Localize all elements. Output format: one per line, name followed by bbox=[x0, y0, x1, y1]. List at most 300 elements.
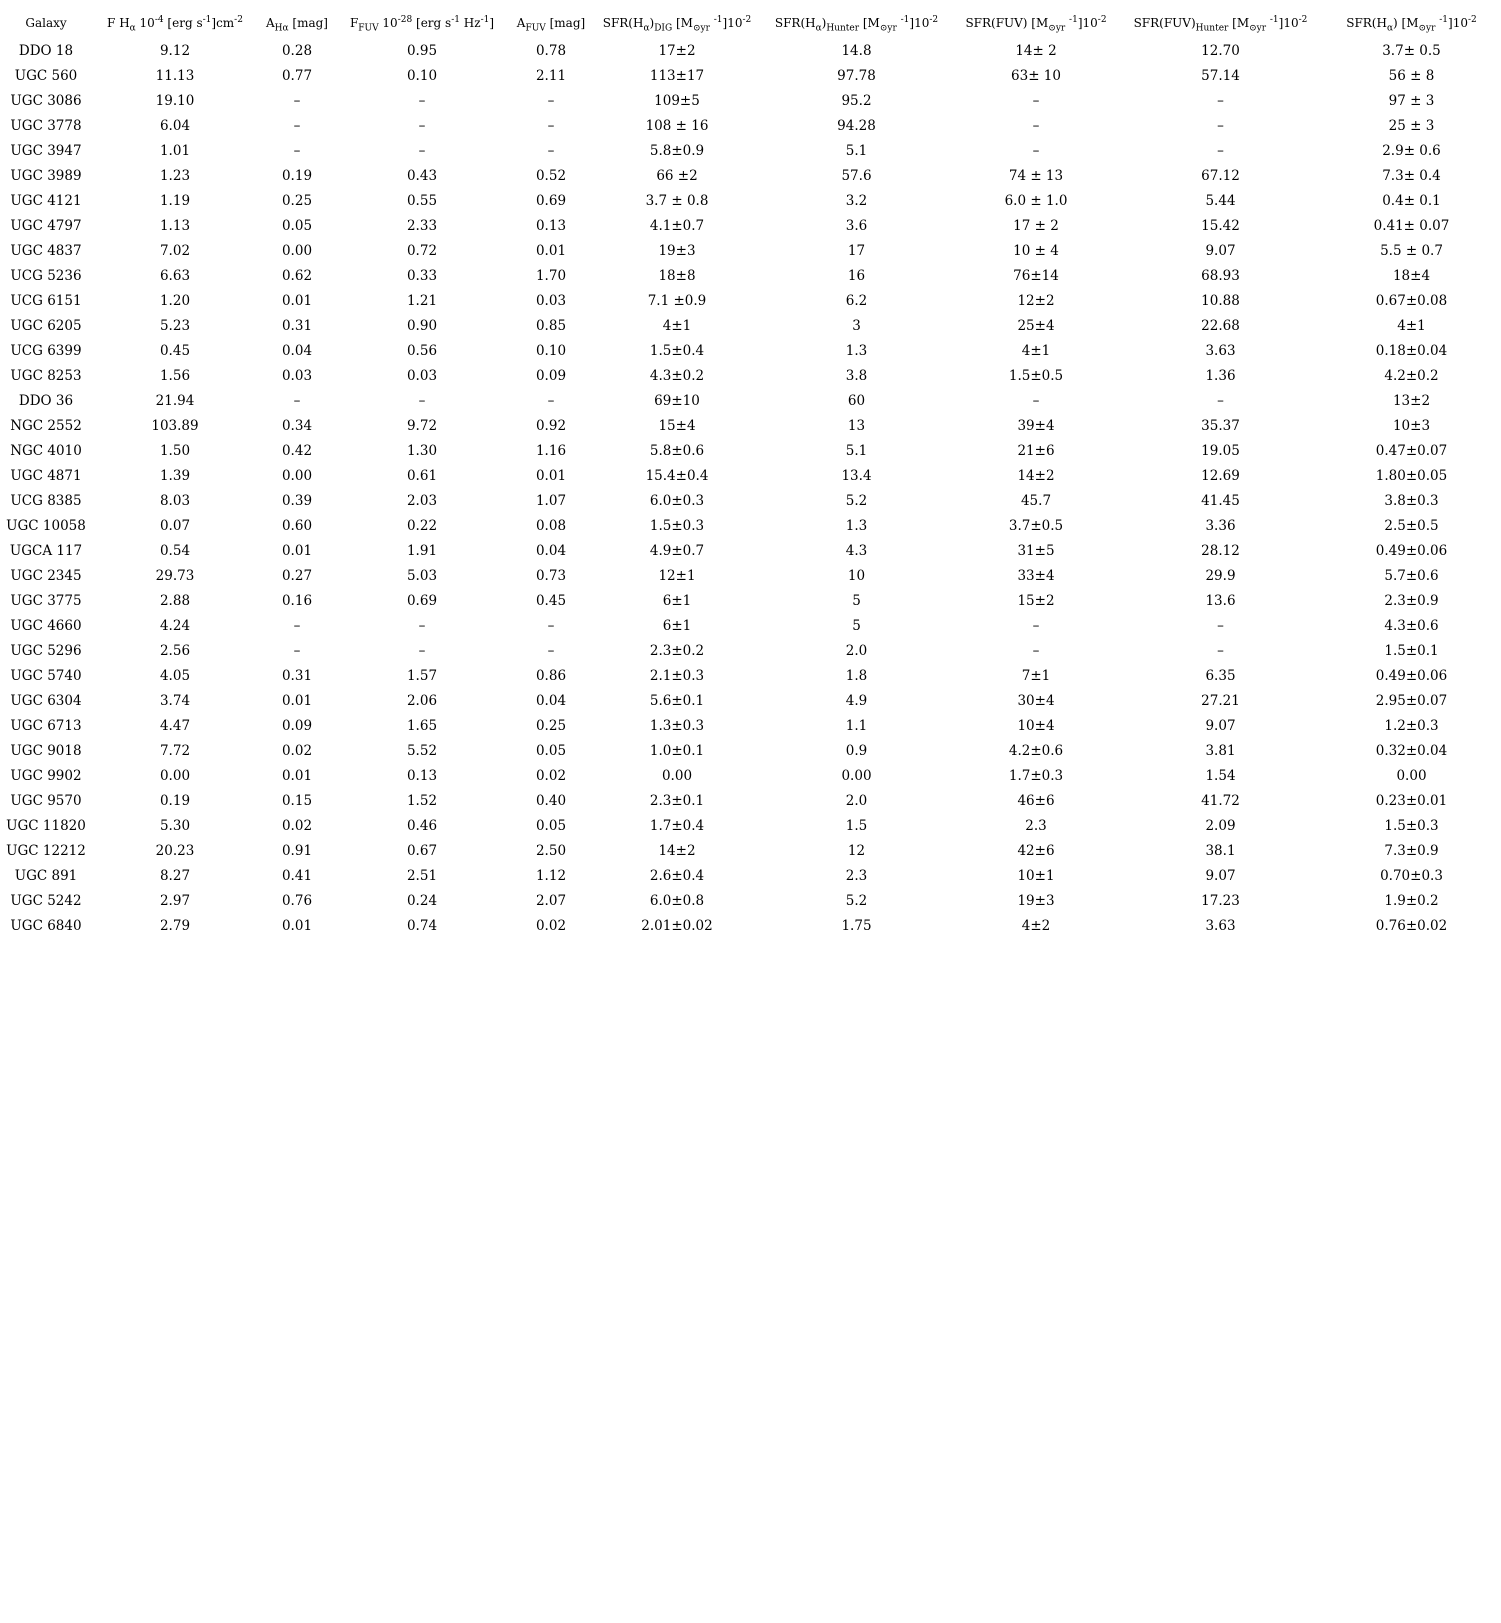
cell-f-fuv: – bbox=[418, 142, 426, 159]
cell-a-fuv: 0.10 bbox=[535, 342, 567, 359]
cell-galaxy: UGC 6304 bbox=[10, 692, 82, 709]
header-text-fragment: ⊙yr bbox=[1249, 23, 1267, 34]
cell-sfr-halpha-hunter: 1.8 bbox=[845, 667, 868, 684]
cell-sfr-halpha-dig: 2.6±0.4 bbox=[649, 867, 705, 884]
table-row bbox=[0, 688, 1501, 713]
cell-sfr-halpha-dig: 3.7 ± 0.8 bbox=[645, 192, 709, 209]
cell-a-halpha: 0.31 bbox=[281, 667, 313, 684]
header-text-fragment: ) bbox=[821, 16, 827, 30]
cell-galaxy: DDO 18 bbox=[18, 42, 74, 59]
cell-sfr-fuv-hunter: 28.12 bbox=[1201, 542, 1240, 559]
cell-a-halpha: 0.00 bbox=[281, 242, 313, 259]
header-text-fragment: ]10 bbox=[909, 16, 930, 30]
cell-sfr-halpha: 13±2 bbox=[1392, 392, 1431, 409]
cell-a-fuv: 0.45 bbox=[535, 592, 567, 609]
cell-f-halpha: 8.27 bbox=[159, 867, 191, 884]
cell-sfr-fuv-hunter: 13.6 bbox=[1205, 592, 1236, 609]
header-text-fragment: ⊙yr bbox=[1418, 23, 1436, 34]
cell-f-halpha: 29.73 bbox=[155, 567, 195, 584]
cell-f-halpha: 0.00 bbox=[159, 767, 191, 784]
cell-a-fuv: 0.52 bbox=[535, 167, 567, 184]
header-text-fragment: α bbox=[129, 23, 136, 34]
cell-f-fuv: – bbox=[418, 117, 426, 134]
cell-sfr-halpha-dig: 1.5±0.3 bbox=[649, 517, 705, 534]
cell-a-fuv: 0.25 bbox=[535, 717, 567, 734]
header-text-fragment: -28 bbox=[397, 15, 413, 25]
cell-sfr-halpha-hunter: 17 bbox=[847, 242, 866, 259]
table-row bbox=[0, 163, 1501, 188]
cell-f-fuv: 0.61 bbox=[406, 467, 438, 484]
cell-f-fuv: 0.10 bbox=[406, 67, 438, 84]
cell-f-halpha: 6.63 bbox=[159, 267, 191, 284]
cell-sfr-halpha-dig: 6±1 bbox=[662, 592, 692, 609]
cell-sfr-halpha: 1.2±0.3 bbox=[1384, 717, 1439, 734]
cell-a-fuv: 0.85 bbox=[535, 317, 567, 334]
cell-sfr-halpha-dig: 2.01±0.02 bbox=[641, 917, 713, 934]
header-row bbox=[0, 8, 1501, 38]
cell-sfr-fuv: 39±4 bbox=[1017, 417, 1055, 434]
cell-sfr-fuv-hunter: – bbox=[1217, 392, 1224, 409]
cell-sfr-halpha-dig: 1.7±0.4 bbox=[649, 817, 705, 834]
header-text-fragment: A bbox=[265, 16, 275, 30]
cell-a-halpha: 0.77 bbox=[281, 67, 313, 84]
cell-a-halpha: 0.28 bbox=[281, 42, 313, 59]
cell-galaxy: NGC 4010 bbox=[10, 442, 82, 459]
cell-sfr-halpha: 0.47±0.07 bbox=[1375, 442, 1448, 459]
cell-sfr-halpha-dig: 14±2 bbox=[658, 842, 696, 859]
cell-sfr-halpha-hunter: 3 bbox=[852, 317, 861, 334]
cell-sfr-halpha: 18±4 bbox=[1392, 267, 1431, 284]
cell-sfr-fuv: 76±14 bbox=[1013, 267, 1059, 284]
cell-sfr-halpha-hunter: 1.3 bbox=[845, 517, 868, 534]
cell-sfr-halpha-hunter: 13 bbox=[847, 417, 866, 434]
cell-sfr-halpha-dig: 108 ± 16 bbox=[645, 117, 709, 134]
cell-sfr-fuv-hunter: 1.36 bbox=[1205, 367, 1236, 384]
cell-f-fuv: 1.30 bbox=[406, 442, 438, 459]
table-row bbox=[0, 713, 1501, 738]
cell-sfr-fuv: 31±5 bbox=[1017, 542, 1055, 559]
cell-f-halpha: 5.30 bbox=[159, 817, 191, 834]
table-row bbox=[0, 463, 1501, 488]
cell-a-fuv: – bbox=[547, 92, 555, 109]
cell-sfr-fuv: 2.3 bbox=[1025, 817, 1047, 834]
table-row bbox=[0, 138, 1501, 163]
cell-sfr-fuv-hunter: 68.93 bbox=[1201, 267, 1240, 284]
cell-sfr-fuv-hunter: 3.63 bbox=[1205, 917, 1236, 934]
cell-a-halpha: – bbox=[293, 392, 301, 409]
cell-a-fuv: 0.08 bbox=[535, 517, 567, 534]
cell-sfr-halpha-dig: 17±2 bbox=[658, 42, 696, 59]
cell-a-fuv: 1.07 bbox=[535, 492, 567, 509]
table-row bbox=[0, 38, 1501, 63]
column-header-sfr-halpha-hunter bbox=[760, 8, 953, 38]
cell-a-halpha: 0.62 bbox=[281, 267, 313, 284]
cell-sfr-fuv: 10±1 bbox=[1017, 867, 1055, 884]
cell-a-fuv: 0.01 bbox=[535, 242, 567, 259]
cell-sfr-fuv-hunter: 57.14 bbox=[1201, 67, 1240, 84]
cell-sfr-halpha: 10±3 bbox=[1392, 417, 1431, 434]
header-text-fragment: Hunter bbox=[1195, 23, 1229, 34]
header-text-fragment: α bbox=[643, 23, 650, 34]
cell-a-fuv: 0.86 bbox=[535, 667, 567, 684]
data-table-container bbox=[0, 8, 1501, 938]
cell-sfr-halpha-dig: 69±10 bbox=[654, 392, 700, 409]
cell-f-fuv: 0.13 bbox=[406, 767, 438, 784]
cell-f-fuv: 5.03 bbox=[406, 567, 438, 584]
header-text-fragment: ]10 bbox=[1448, 16, 1468, 30]
cell-sfr-halpha-dig: 1.5±0.4 bbox=[649, 342, 705, 359]
cell-a-halpha: 0.01 bbox=[281, 542, 313, 559]
header-text-fragment: ] bbox=[489, 16, 495, 30]
cell-sfr-halpha: 2.9± 0.6 bbox=[1382, 142, 1441, 159]
cell-sfr-fuv-hunter: 41.45 bbox=[1201, 492, 1240, 509]
cell-sfr-halpha: 0.18±0.04 bbox=[1375, 342, 1448, 359]
cell-f-halpha: 2.97 bbox=[159, 892, 191, 909]
table-row bbox=[0, 813, 1501, 838]
header-text-fragment: -1 bbox=[1439, 15, 1449, 25]
cell-sfr-halpha-dig: 7.1 ±0.9 bbox=[647, 292, 707, 309]
column-header-a-halpha bbox=[258, 8, 336, 38]
cell-sfr-halpha: 7.3± 0.4 bbox=[1382, 167, 1441, 184]
cell-sfr-halpha: 4±1 bbox=[1397, 317, 1426, 334]
table-row bbox=[0, 513, 1501, 538]
cell-sfr-fuv-hunter: 1.54 bbox=[1205, 767, 1236, 784]
header-text-fragment: -4 bbox=[154, 15, 164, 25]
header-text-fragment: ]10 bbox=[1278, 16, 1299, 30]
header-text-fragment: -2 bbox=[742, 15, 752, 25]
header-text-fragment: -1 bbox=[202, 15, 212, 25]
cell-sfr-fuv: 25±4 bbox=[1017, 317, 1055, 334]
cell-f-fuv: 0.03 bbox=[406, 367, 438, 384]
cell-f-fuv: 0.43 bbox=[406, 167, 438, 184]
cell-sfr-fuv-hunter: 17.23 bbox=[1201, 892, 1240, 909]
cell-a-halpha: 0.04 bbox=[281, 342, 313, 359]
cell-sfr-halpha-hunter: 1.75 bbox=[841, 917, 872, 934]
cell-sfr-halpha: 1.80±0.05 bbox=[1375, 467, 1448, 484]
cell-a-halpha: 0.01 bbox=[281, 917, 313, 934]
header-text-fragment: DIG bbox=[654, 23, 673, 34]
cell-a-fuv: 0.04 bbox=[535, 542, 567, 559]
cell-galaxy: UGC 9018 bbox=[10, 742, 82, 759]
header-text-fragment: -1 bbox=[451, 15, 460, 25]
cell-sfr-fuv-hunter: 5.44 bbox=[1205, 192, 1236, 209]
cell-galaxy: UGC 9570 bbox=[10, 792, 82, 809]
cell-f-halpha: 9.12 bbox=[159, 42, 191, 59]
cell-f-fuv: 1.21 bbox=[406, 292, 438, 309]
cell-a-halpha: 0.34 bbox=[281, 417, 313, 434]
cell-a-fuv: 1.16 bbox=[535, 442, 567, 459]
cell-sfr-fuv: 15±2 bbox=[1017, 592, 1055, 609]
cell-sfr-halpha: 0.41± 0.07 bbox=[1373, 217, 1450, 234]
cell-f-halpha: 4.47 bbox=[159, 717, 191, 734]
cell-sfr-fuv-hunter: – bbox=[1217, 142, 1224, 159]
header-text-fragment: SFR(H bbox=[774, 16, 816, 30]
header-text-fragment: FUV bbox=[358, 23, 379, 34]
cell-galaxy: UGC 5740 bbox=[10, 667, 82, 684]
cell-sfr-halpha-hunter: 6.2 bbox=[845, 292, 868, 309]
cell-a-halpha: 0.91 bbox=[281, 842, 313, 859]
table-row bbox=[0, 538, 1501, 563]
column-header-a-fuv bbox=[508, 8, 594, 38]
cell-f-halpha: 6.04 bbox=[159, 117, 191, 134]
cell-a-fuv: 0.40 bbox=[535, 792, 567, 809]
cell-galaxy: UGCA 117 bbox=[9, 542, 83, 559]
cell-galaxy: UGC 3989 bbox=[10, 167, 82, 184]
cell-sfr-halpha-hunter: 1.3 bbox=[845, 342, 868, 359]
cell-galaxy: UGC 6205 bbox=[10, 317, 82, 334]
cell-a-halpha: 0.41 bbox=[281, 867, 313, 884]
table-row bbox=[0, 863, 1501, 888]
cell-sfr-halpha-dig: 4±1 bbox=[662, 317, 692, 334]
cell-galaxy: DDO 36 bbox=[18, 392, 74, 409]
table-row bbox=[0, 238, 1501, 263]
cell-sfr-fuv-hunter: 12.70 bbox=[1201, 42, 1240, 59]
table-row bbox=[0, 338, 1501, 363]
cell-sfr-fuv: 4.2±0.6 bbox=[1008, 742, 1064, 759]
table-row bbox=[0, 63, 1501, 88]
cell-sfr-halpha-dig: 4.3±0.2 bbox=[649, 367, 705, 384]
header-text-fragment: ⊙yr bbox=[879, 23, 897, 34]
cell-sfr-fuv-hunter: 35.37 bbox=[1201, 417, 1240, 434]
cell-a-halpha: 0.15 bbox=[281, 792, 313, 809]
cell-f-halpha: 7.02 bbox=[159, 242, 191, 259]
cell-sfr-halpha-dig: 15±4 bbox=[658, 417, 696, 434]
cell-sfr-halpha-dig: 2.3±0.1 bbox=[649, 792, 705, 809]
cell-f-fuv: 9.72 bbox=[406, 417, 438, 434]
cell-sfr-fuv-hunter: 41.72 bbox=[1201, 792, 1240, 809]
table-row bbox=[0, 113, 1501, 138]
cell-sfr-halpha: 1.5±0.3 bbox=[1384, 817, 1439, 834]
cell-sfr-halpha: 0.00 bbox=[1396, 767, 1427, 784]
header-text-fragment: FUV bbox=[525, 23, 546, 34]
table-row bbox=[0, 363, 1501, 388]
header-text-fragment: [mag] bbox=[288, 16, 328, 30]
cell-a-halpha: 0.27 bbox=[281, 567, 313, 584]
cell-a-halpha: – bbox=[293, 142, 301, 159]
cell-f-fuv: 0.33 bbox=[406, 267, 438, 284]
table-row bbox=[0, 638, 1501, 663]
cell-a-fuv: 0.78 bbox=[535, 42, 567, 59]
header-text-fragment: Galaxy bbox=[25, 16, 67, 30]
cell-sfr-fuv: 10 ± 4 bbox=[1013, 242, 1059, 259]
cell-f-fuv: – bbox=[418, 642, 426, 659]
cell-f-halpha: 19.10 bbox=[155, 92, 195, 109]
table-row bbox=[0, 738, 1501, 763]
cell-sfr-halpha-hunter: 60 bbox=[847, 392, 866, 409]
cell-f-halpha: 2.79 bbox=[159, 917, 191, 934]
cell-sfr-fuv-hunter: 3.36 bbox=[1205, 517, 1236, 534]
cell-galaxy: UCG 8385 bbox=[10, 492, 82, 509]
cell-sfr-halpha-hunter: 2.0 bbox=[845, 642, 868, 659]
cell-sfr-fuv-hunter: 9.07 bbox=[1205, 717, 1236, 734]
cell-sfr-halpha: 3.8±0.3 bbox=[1384, 492, 1439, 509]
cell-sfr-fuv: – bbox=[1032, 142, 1040, 159]
header-text-fragment: ⊙yr bbox=[692, 23, 710, 34]
header-text-fragment: Hz bbox=[459, 16, 481, 30]
cell-sfr-halpha-hunter: 0.9 bbox=[845, 742, 868, 759]
cell-sfr-halpha: 0.49±0.06 bbox=[1375, 542, 1448, 559]
cell-galaxy: UGC 6713 bbox=[10, 717, 82, 734]
cell-sfr-fuv-hunter: 3.63 bbox=[1205, 342, 1236, 359]
header-text-fragment: SFR(FUV) bbox=[1133, 16, 1196, 30]
header-text-fragment: ) [M bbox=[1393, 16, 1419, 30]
header-text-fragment: -1 bbox=[713, 15, 723, 25]
table-row bbox=[0, 913, 1501, 938]
cell-sfr-fuv: 46±6 bbox=[1017, 792, 1055, 809]
table-row bbox=[0, 388, 1501, 413]
cell-f-halpha: 1.13 bbox=[159, 217, 191, 234]
cell-f-fuv: 0.74 bbox=[406, 917, 438, 934]
cell-a-halpha: 0.39 bbox=[281, 492, 313, 509]
header-text-fragment: -1 bbox=[480, 15, 490, 25]
cell-sfr-fuv-hunter: – bbox=[1217, 642, 1224, 659]
cell-a-halpha: 0.76 bbox=[281, 892, 313, 909]
cell-sfr-halpha-dig: 5.8±0.6 bbox=[649, 442, 705, 459]
cell-a-halpha: – bbox=[293, 642, 301, 659]
cell-sfr-halpha: 97 ± 3 bbox=[1388, 92, 1435, 109]
cell-f-fuv: 2.51 bbox=[406, 867, 438, 884]
galaxy-sfr-table bbox=[0, 8, 1501, 938]
cell-galaxy: UGC 12212 bbox=[6, 842, 86, 859]
cell-f-halpha: 5.23 bbox=[159, 317, 191, 334]
column-header-f-halpha bbox=[92, 8, 258, 38]
header-text-fragment: 10 bbox=[378, 16, 398, 30]
cell-sfr-fuv: 3.7±0.5 bbox=[1008, 517, 1064, 534]
cell-sfr-halpha-dig: 15.4±0.4 bbox=[645, 467, 709, 484]
cell-sfr-halpha: 5.7±0.6 bbox=[1384, 567, 1439, 584]
cell-f-halpha: 0.45 bbox=[159, 342, 191, 359]
cell-a-fuv: 0.05 bbox=[535, 742, 567, 759]
header-text-fragment: α bbox=[815, 23, 822, 34]
cell-sfr-fuv-hunter: 6.35 bbox=[1205, 667, 1236, 684]
cell-f-halpha: 20.23 bbox=[155, 842, 195, 859]
cell-a-halpha: 0.03 bbox=[281, 367, 313, 384]
header-text-fragment: [mag] bbox=[545, 16, 586, 30]
header-text-fragment: -1 bbox=[900, 15, 910, 25]
cell-sfr-fuv: 19±3 bbox=[1017, 892, 1055, 909]
cell-sfr-fuv-hunter: 19.05 bbox=[1201, 442, 1240, 459]
cell-sfr-fuv-hunter: 29.9 bbox=[1205, 567, 1236, 584]
cell-f-fuv: 0.90 bbox=[406, 317, 438, 334]
cell-a-fuv: 2.11 bbox=[535, 67, 567, 84]
cell-sfr-halpha: 0.70±0.3 bbox=[1380, 867, 1443, 884]
cell-f-fuv: 1.91 bbox=[406, 542, 438, 559]
cell-sfr-fuv: – bbox=[1032, 392, 1040, 409]
cell-a-fuv: – bbox=[547, 117, 555, 134]
cell-a-halpha: – bbox=[293, 617, 301, 634]
table-header bbox=[0, 8, 1501, 38]
cell-sfr-fuv-hunter: 2.09 bbox=[1205, 817, 1236, 834]
cell-sfr-fuv: 74 ± 13 bbox=[1008, 167, 1064, 184]
cell-a-fuv: – bbox=[547, 142, 555, 159]
cell-f-fuv: 1.65 bbox=[406, 717, 438, 734]
header-text-fragment: [erg s bbox=[412, 16, 452, 30]
cell-sfr-halpha: 2.5±0.5 bbox=[1384, 517, 1439, 534]
cell-a-halpha: 0.02 bbox=[281, 817, 313, 834]
cell-sfr-fuv: 63± 10 bbox=[1011, 67, 1061, 84]
cell-sfr-halpha-dig: 19±3 bbox=[658, 242, 696, 259]
cell-sfr-halpha-hunter: 5.2 bbox=[845, 492, 868, 509]
table-row bbox=[0, 88, 1501, 113]
cell-sfr-fuv: 17 ± 2 bbox=[1013, 217, 1059, 234]
cell-sfr-halpha-hunter: 0.00 bbox=[841, 767, 872, 784]
cell-sfr-fuv-hunter: 3.81 bbox=[1205, 742, 1236, 759]
header-text-fragment: ]cm bbox=[211, 16, 235, 30]
cell-galaxy: UCG 6399 bbox=[10, 342, 82, 359]
cell-sfr-halpha-dig: 0.00 bbox=[661, 767, 693, 784]
column-header-galaxy bbox=[0, 8, 92, 38]
table-row bbox=[0, 663, 1501, 688]
cell-sfr-fuv: 4±1 bbox=[1021, 342, 1051, 359]
cell-sfr-halpha-hunter: 1.5 bbox=[845, 817, 868, 834]
header-text-fragment: α bbox=[1386, 23, 1394, 34]
cell-sfr-fuv: 14± 2 bbox=[1015, 42, 1057, 59]
cell-f-halpha: 4.05 bbox=[159, 667, 191, 684]
cell-galaxy: NGC 2552 bbox=[10, 417, 82, 434]
cell-a-fuv: 0.02 bbox=[535, 917, 567, 934]
cell-sfr-fuv-hunter: 9.07 bbox=[1205, 242, 1236, 259]
cell-sfr-halpha-dig: 6.0±0.8 bbox=[649, 892, 705, 909]
cell-a-halpha: 0.42 bbox=[281, 442, 313, 459]
header-text-fragment: -2 bbox=[1298, 15, 1308, 25]
table-row bbox=[0, 613, 1501, 638]
header-text-fragment: [M bbox=[1228, 16, 1250, 30]
cell-f-halpha: 0.19 bbox=[159, 792, 191, 809]
cell-a-fuv: – bbox=[547, 617, 555, 634]
cell-sfr-halpha-dig: 109±5 bbox=[654, 92, 700, 109]
cell-sfr-halpha-dig: 4.9±0.7 bbox=[649, 542, 705, 559]
cell-sfr-halpha-dig: 5.6±0.1 bbox=[649, 692, 705, 709]
cell-f-fuv: 0.67 bbox=[406, 842, 438, 859]
cell-galaxy: UGC 4837 bbox=[10, 242, 82, 259]
cell-sfr-halpha-hunter: 5.1 bbox=[845, 142, 868, 159]
column-header-sfr-halpha bbox=[1322, 8, 1501, 38]
cell-a-fuv: 0.73 bbox=[535, 567, 567, 584]
table-row bbox=[0, 563, 1501, 588]
header-text-fragment: -2 bbox=[1468, 15, 1477, 25]
cell-galaxy: UGC 4121 bbox=[10, 192, 82, 209]
cell-galaxy: UGC 3947 bbox=[10, 142, 82, 159]
cell-sfr-halpha: 0.49±0.06 bbox=[1375, 667, 1448, 684]
cell-sfr-halpha: 1.5±0.1 bbox=[1384, 642, 1439, 659]
cell-f-fuv: 0.22 bbox=[406, 517, 438, 534]
table-body bbox=[0, 38, 1501, 938]
cell-sfr-halpha-dig: 2.3±0.2 bbox=[649, 642, 705, 659]
cell-galaxy: UGC 5296 bbox=[10, 642, 82, 659]
header-text-fragment: -2 bbox=[929, 15, 939, 25]
cell-sfr-halpha-hunter: 3.2 bbox=[845, 192, 868, 209]
cell-f-fuv: 2.33 bbox=[406, 217, 438, 234]
cell-sfr-halpha-hunter: 10 bbox=[847, 567, 866, 584]
table-row bbox=[0, 438, 1501, 463]
cell-a-halpha: – bbox=[293, 117, 301, 134]
cell-sfr-halpha-dig: 1.0±0.1 bbox=[649, 742, 705, 759]
cell-f-halpha: 2.56 bbox=[159, 642, 191, 659]
header-text-fragment: ⊙yr bbox=[1048, 23, 1066, 34]
cell-a-halpha: – bbox=[293, 92, 301, 109]
cell-galaxy: UGC 11820 bbox=[6, 817, 86, 834]
cell-sfr-halpha-hunter: 4.3 bbox=[845, 542, 868, 559]
header-text-fragment: Hunter bbox=[826, 23, 860, 34]
table-row bbox=[0, 313, 1501, 338]
cell-a-halpha: 0.19 bbox=[281, 167, 313, 184]
cell-a-fuv: – bbox=[547, 392, 555, 409]
cell-f-halpha: 1.19 bbox=[159, 192, 191, 209]
cell-sfr-halpha-dig: 12±1 bbox=[658, 567, 696, 584]
cell-a-fuv: – bbox=[547, 642, 555, 659]
cell-sfr-halpha-dig: 4.1±0.7 bbox=[649, 217, 705, 234]
cell-f-halpha: 7.72 bbox=[159, 742, 191, 759]
